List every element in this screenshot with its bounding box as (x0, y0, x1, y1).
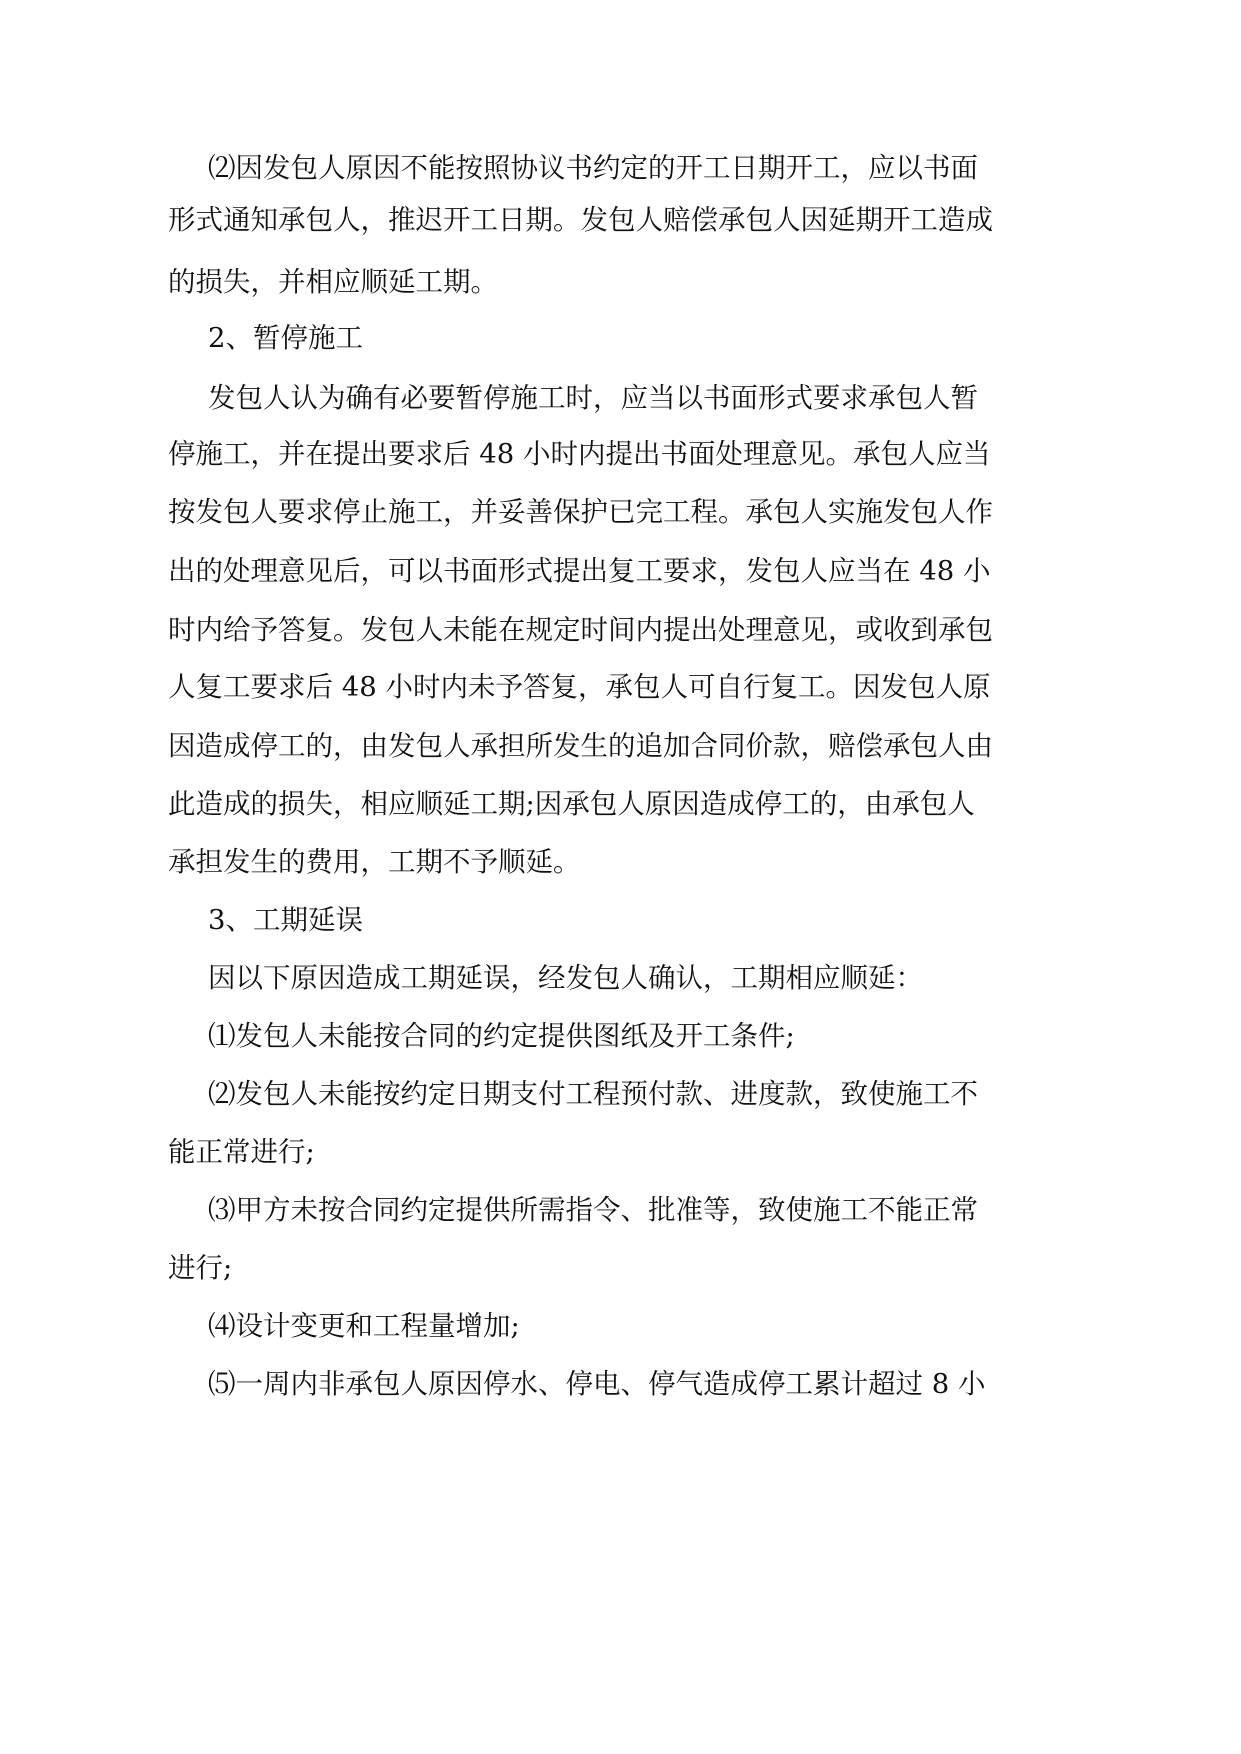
list-item-4: ⑷设计变更和工程量增加; (208, 1310, 520, 1342)
text-line-5: 发包人认为确有必要暂停施工时，应当以书面形式要求承包人暂 (208, 382, 978, 414)
list-item-2-cont: 能正常进行; (168, 1136, 315, 1168)
section-heading-2: 2、暂停施工 (208, 322, 363, 354)
list-item-3-cont: 进行; (168, 1252, 233, 1284)
text-line-1: ⑵因发包人原因不能按照协议书约定的开工日期开工，应以书面 (208, 152, 978, 184)
section-heading-3: 3、工期延误 (208, 904, 363, 936)
text-line-2: 形式通知承包人，推迟开工日期。发包人赔偿承包人因延期开工造成 (168, 204, 993, 236)
text-line-9: 时内给予答复。发包人未能在规定时间内提出处理意见，或收到承包 (168, 614, 993, 646)
text-line-8: 出的处理意见后，可以书面形式提出复工要求，发包人应当在 48 小 (168, 555, 991, 587)
text-line-3: 的损失，并相应顺延工期。 (168, 266, 498, 298)
text-line-6: 停施工，并在提出要求后 48 小时内提出书面处理意见。承包人应当 (168, 438, 991, 470)
list-item-1: ⑴发包人未能按合同的约定提供图纸及开工条件; (208, 1020, 795, 1052)
text-line-11: 因造成停工的，由发包人承担所发生的追加合同价款，赔偿承包人由 (168, 730, 993, 762)
text-line-15: 因以下原因造成工期延误，经发包人确认，工期相应顺延： (208, 962, 923, 994)
text-line-7: 按发包人要求停止施工，并妥善保护已完工程。承包人实施发包人作 (168, 496, 993, 528)
text-line-12: 此造成的损失，相应顺延工期;因承包人原因造成停工的，由承包人 (168, 788, 975, 820)
list-item-2: ⑵发包人未能按约定日期支付工程预付款、进度款，致使施工不 (208, 1078, 978, 1110)
list-item-5: ⑸一周内非承包人原因停水、停电、停气造成停工累计超过 8 小 (208, 1368, 986, 1400)
text-line-10: 人复工要求后 48 小时内未予答复，承包人可自行复工。因发包人原 (168, 671, 991, 703)
text-line-13: 承担发生的费用，工期不予顺延。 (168, 846, 581, 878)
list-item-3: ⑶甲方未按合同约定提供所需指令、批准等，致使施工不能正常 (208, 1194, 978, 1226)
